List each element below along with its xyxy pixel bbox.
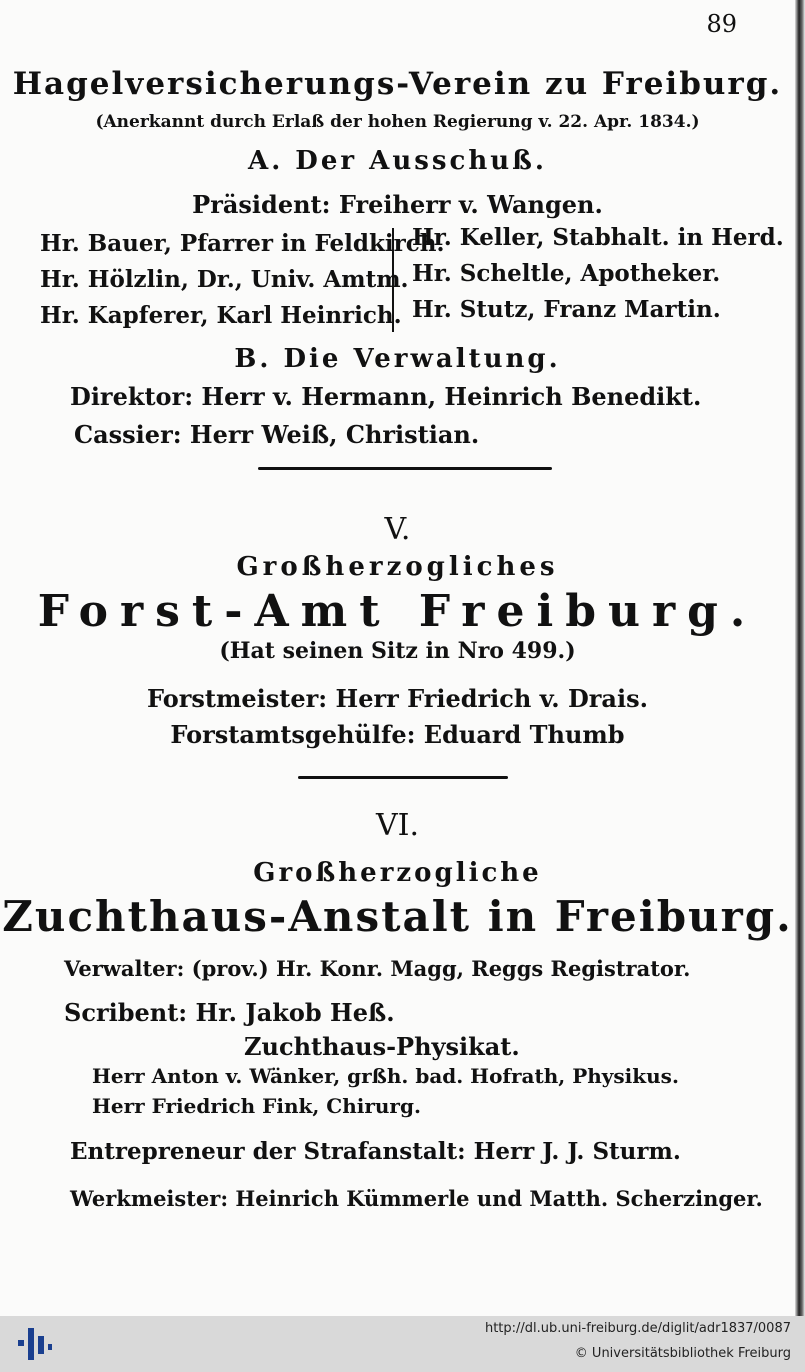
zucht-line-1: Großherzogliche	[253, 858, 542, 888]
forst-forstmeister: Forstmeister: Herr Friedrich v. Drais.	[147, 684, 648, 713]
member-right-1: Hr. Keller, Stabhalt. in Herd.	[412, 224, 784, 251]
member-left-1: Hr. Bauer, Pfarrer in Feldkirch.	[40, 230, 445, 257]
member-right-3: Hr. Stutz, Franz Martin.	[412, 296, 721, 323]
member-left-2: Hr. Hölzlin, Dr., Univ. Amtm.	[40, 266, 409, 293]
hagel-section-b: B. Die Verwaltung.	[234, 344, 561, 374]
zucht-physikat-2: Herr Friedrich Fink, Chirurg.	[92, 1094, 421, 1118]
zucht-werkmeister: Werkmeister: Heinrich Kümmerle und Matth. Scherzinger.	[70, 1186, 763, 1211]
viewer-footer	[0, 1316, 805, 1372]
page-edge-shadow	[795, 0, 805, 1316]
hagel-title: Hagelversicherungs-Verein zu Freiburg.	[12, 66, 783, 102]
forst-gehuelfe: Forstamtsgehülfe: Eduard Thumb	[170, 720, 625, 749]
zucht-entrepreneur: Entrepreneur der Strafanstalt: Herr J. J. Sturm.	[70, 1138, 681, 1165]
member-left-3: Hr. Kapferer, Karl Heinrich.	[40, 302, 402, 329]
zucht-physikat-1: Herr Anton v. Wänker, grßh. bad. Hofrath, Physikus.	[92, 1064, 679, 1088]
forst-seat: (Hat seinen Sitz in Nro 499.)	[219, 638, 576, 664]
zucht-physikat-title: Zuchthaus-Physikat.	[244, 1032, 520, 1061]
zucht-numeral: VI.	[375, 808, 420, 843]
hagel-section-a: A. Der Ausschuß.	[248, 146, 547, 176]
hagel-subtitle: (Anerkannt durch Erlaß der hohen Regierung v. 22. Apr. 1834.)	[95, 112, 700, 132]
copyright-notice: © Universitätsbibliothek Freiburg	[574, 1346, 791, 1361]
forst-line-1: Großherzogliches	[236, 552, 559, 582]
ub-freiburg-logo-icon[interactable]	[14, 1324, 54, 1364]
hagel-cashier: Cassier: Herr Weiß, Christian.	[74, 420, 480, 449]
separator-rule-2	[298, 776, 508, 779]
separator-rule-1	[258, 467, 552, 470]
hagel-president: Präsident: Freiherr v. Wangen.	[192, 190, 603, 219]
member-right-2: Hr. Scheltle, Apotheker.	[412, 260, 721, 287]
hagel-director: Direktor: Herr v. Hermann, Heinrich Benedikt.	[70, 382, 702, 411]
permalink-url[interactable]: http://dl.ub.uni-freiburg.de/diglit/adr1837/0087	[484, 1321, 791, 1336]
forst-numeral: V.	[384, 512, 411, 547]
zucht-scribent: Scribent: Hr. Jakob Heß.	[64, 998, 395, 1027]
forst-line-2: Forst-Amt Freiburg.	[37, 586, 758, 637]
page-number: 89	[706, 10, 737, 38]
zucht-line-2: Zuchthaus-Anstalt in Freiburg.	[2, 892, 793, 941]
zucht-verwalter: Verwalter: (prov.) Hr. Konr. Magg, Reggs Registrator.	[64, 956, 691, 981]
